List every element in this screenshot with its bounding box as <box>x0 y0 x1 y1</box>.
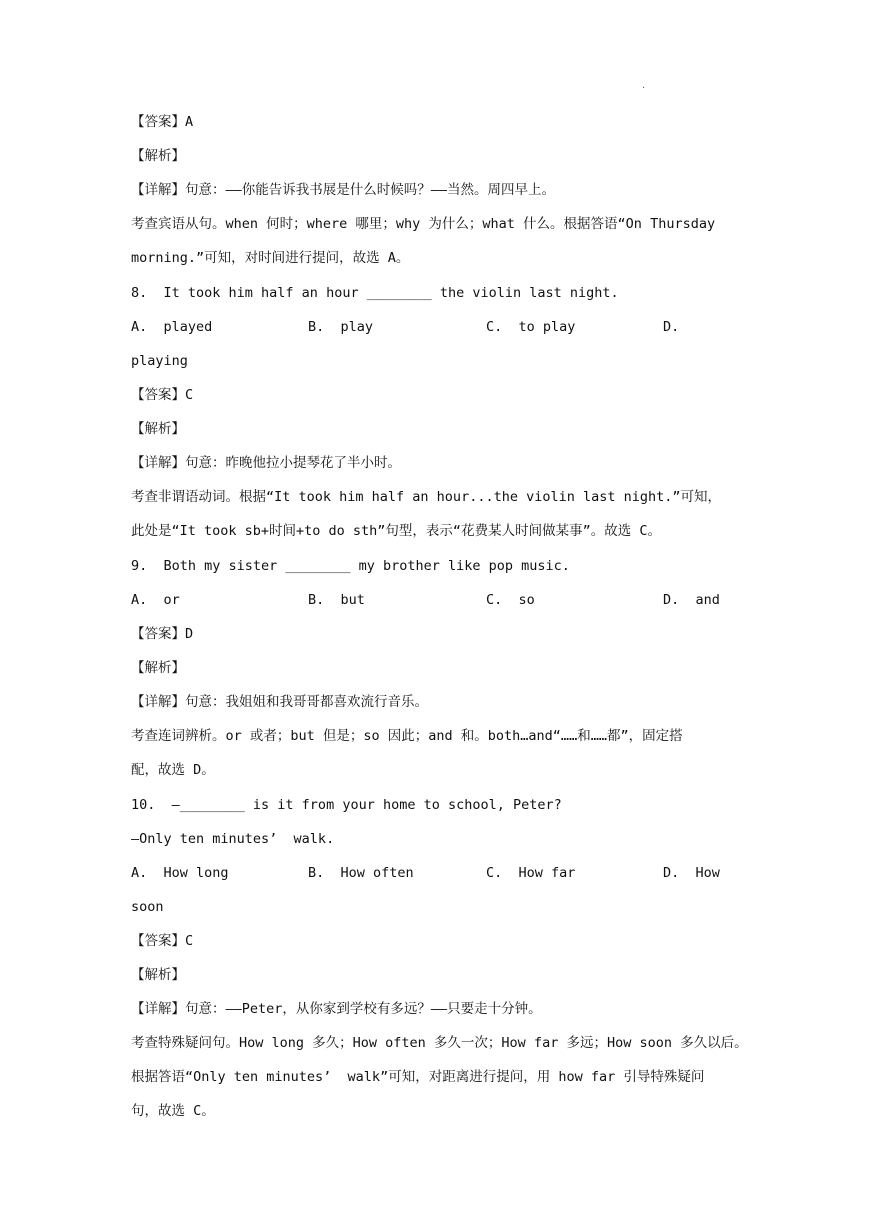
question-9: 9. Both my sister ________ my brother like pop music. <box>131 558 570 574</box>
q8-option-a: A. played <box>131 319 213 335</box>
q8-option-d-text: playing <box>131 353 188 369</box>
detail-9: 【详解】句意：我姐姐和我哥哥都喜欢流行音乐。 <box>131 694 428 710</box>
q10-option-d-text: soon <box>131 899 164 915</box>
q10-option-a: A. How long <box>131 865 229 881</box>
question-10-reply: —Only ten minutes’ walk. <box>131 831 335 847</box>
q9-option-d: D. and <box>663 592 720 608</box>
detail-8: 【详解】句意：昨晚他拉小提琴花了半小时。 <box>131 455 401 471</box>
header-mark: . <box>642 80 646 91</box>
analysis-label-9: 【解析】 <box>131 660 185 676</box>
explanation-7-line1: 考查宾语从句。when 何时；where 哪里；why 为什么；what 什么。根据答语“On Thursday <box>131 216 716 232</box>
answer-7: 【答案】A <box>131 114 194 130</box>
explanation-10-line3: 句，故选 C。 <box>131 1103 215 1119</box>
analysis-label-7: 【解析】 <box>131 148 185 164</box>
q10-option-c: C. How far <box>486 865 576 881</box>
q8-option-d: D. <box>663 319 680 335</box>
q8-option-c: C. to play <box>486 319 576 335</box>
explanation-8-line2: 此处是“It took sb+时间+to do sth”句型，表示“花费某人时间做某事”。故选 C。 <box>131 523 661 539</box>
explanation-8-line1: 考查非谓语动词。根据“It took him half an hour...the violin last night.”可知， <box>131 489 722 505</box>
q9-option-c: C. so <box>486 592 535 608</box>
explanation-9-line2: 配，故选 D。 <box>131 762 215 778</box>
answer-10: 【答案】C <box>131 933 194 949</box>
explanation-7-line2: morning.”可知，对时间进行提问，故选 A。 <box>131 250 410 266</box>
q9-option-a: A. or <box>131 592 180 608</box>
question-8: 8. It took him half an hour ________ the violin last night. <box>131 285 619 301</box>
detail-7: 【详解】句意：——你能告诉我书展是什么时候吗？——当然。周四早上。 <box>131 182 556 198</box>
explanation-10-line2: 根据答语“Only ten minutes’ walk”可知，对距离进行提问，用 how far 引导特殊疑问 <box>131 1069 705 1085</box>
q10-option-b: B. How often <box>308 865 414 881</box>
q9-option-b: B. but <box>308 592 365 608</box>
answer-9: 【答案】D <box>131 626 194 642</box>
explanation-9-line1: 考查连词辨析。or 或者；but 但是；so 因此；and 和。both…and“……和……都”，固定搭 <box>131 728 683 744</box>
question-10: 10. —________ is it from your home to school, Peter? <box>131 797 562 813</box>
detail-10: 【详解】句意：——Peter，从你家到学校有多远？——只要走十分钟。 <box>131 1001 542 1017</box>
answer-8: 【答案】C <box>131 387 194 403</box>
analysis-label-10: 【解析】 <box>131 967 185 983</box>
q8-option-b: B. play <box>308 319 374 335</box>
explanation-10-line1: 考查特殊疑问句。How long 多久；How often 多久一次；How far 多远；How soon 多久以后。 <box>131 1035 748 1051</box>
q10-option-d: D. How <box>663 865 720 881</box>
analysis-label-8: 【解析】 <box>131 421 185 437</box>
